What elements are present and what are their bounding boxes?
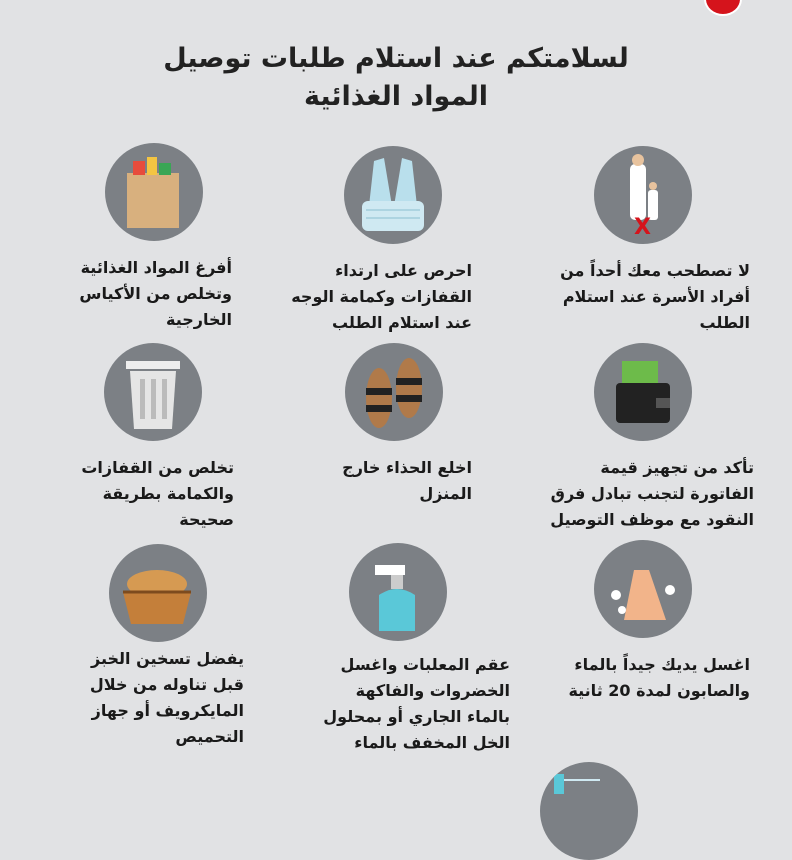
tip-line: قبل تناوله من خلال xyxy=(89,675,244,694)
tip-line: والكمامة بطريقة xyxy=(102,484,234,503)
trash-bin-icon xyxy=(104,343,202,441)
tip-line: أفرغ المواد الغذائية xyxy=(80,258,232,277)
tip-line: القفازات وكمامة الوجه xyxy=(291,287,472,306)
tip-5-text xyxy=(342,455,472,507)
tip-line: الخارجية xyxy=(165,310,232,329)
tip-line: عند استلام الطلب xyxy=(331,313,472,332)
tip-line: الطلب xyxy=(699,313,750,332)
tip-line: لا تصطحب معك أحداً من xyxy=(560,261,750,280)
tip-line: اغسل يديك جيداً بالماء xyxy=(574,655,750,674)
tip-4-text xyxy=(550,455,754,533)
tip-9-text xyxy=(90,646,244,750)
title-line-1: لسلامتكم عند استلام طلبات توصيل xyxy=(163,43,629,74)
title-line-2: المواد الغذائية xyxy=(304,81,488,112)
tip-line: احرص على ارتداء xyxy=(335,261,472,280)
tip-line: اخلع الحذاء خارج xyxy=(342,458,472,477)
tip-line: أفراد الأسرة عند استلام xyxy=(562,287,750,306)
tip-line: وتخلص من الأكياس xyxy=(79,284,232,303)
tip-line: والصابون لمدة 20 ثانية xyxy=(568,681,750,700)
gloves-mask-icon xyxy=(344,146,442,244)
tip-line: يفضل تسخين الخبز xyxy=(91,649,244,668)
tip-line: المايكرويف أو جهاز xyxy=(91,701,244,720)
tip-line: صحيحة xyxy=(179,510,234,529)
tip-line: تخلص من القفازات xyxy=(81,458,234,477)
tip-line: المنزل xyxy=(419,484,472,503)
authority-logo xyxy=(704,0,742,16)
wallet-cash-icon xyxy=(594,343,692,441)
family-no-icon xyxy=(594,146,692,244)
tip-line: الخضروات والفاكهة xyxy=(355,681,510,700)
next-tip-icon xyxy=(540,762,638,860)
tip-line: النقود مع موظف التوصيل xyxy=(550,510,754,529)
spray-bottle-icon xyxy=(349,543,447,641)
hand-wash-icon xyxy=(594,540,692,638)
svg-text:X: X xyxy=(634,215,651,240)
tip-2-text xyxy=(291,258,472,336)
tip-6-text xyxy=(81,455,234,533)
tip-line: الفاتورة لتجنب تبادل فرق xyxy=(550,484,754,503)
sandals-icon xyxy=(345,343,443,441)
tip-1-text xyxy=(560,258,750,336)
tip-3-text xyxy=(79,255,232,333)
tip-line: التحميص xyxy=(175,727,244,746)
tip-line: تأكد من تجهيز قيمة xyxy=(600,458,754,477)
page-title xyxy=(0,40,792,116)
grocery-bag-icon xyxy=(105,143,203,241)
tip-8-text xyxy=(323,652,510,756)
tip-line: الخل المخفف بالماء xyxy=(354,733,510,752)
tip-7-text xyxy=(568,652,750,704)
tip-line: عقم المعلبات واغسل xyxy=(340,655,510,674)
bread-basket-icon xyxy=(109,544,207,642)
tip-line: بالماء الجاري أو بمحلول xyxy=(323,707,510,726)
